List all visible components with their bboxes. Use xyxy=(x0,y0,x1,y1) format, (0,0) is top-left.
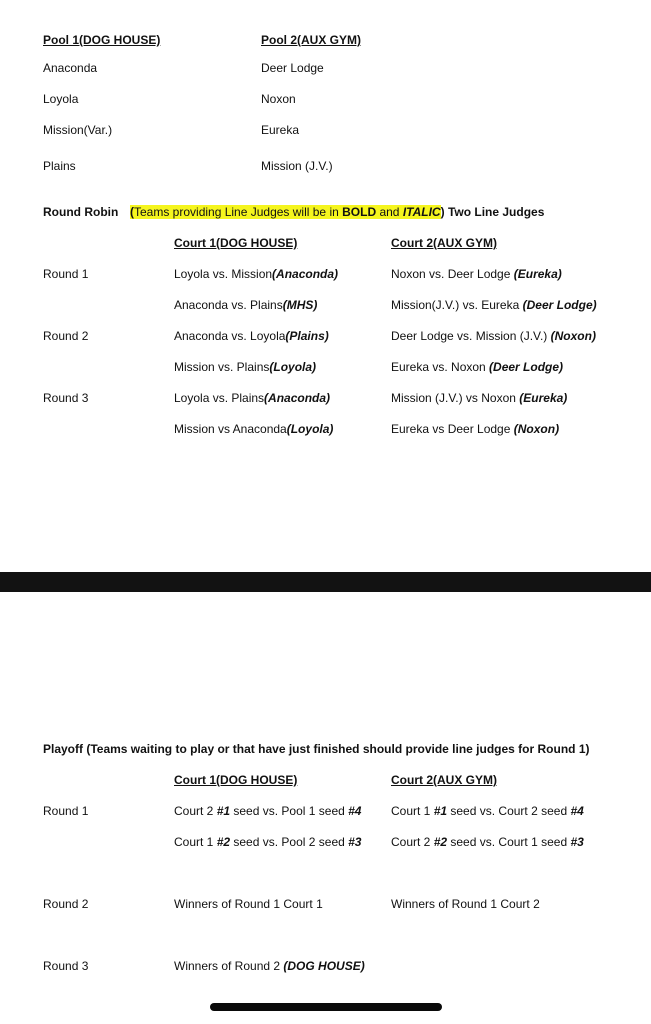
rr-round-label: Round 3 xyxy=(43,391,89,405)
po-r3-c1 xyxy=(174,959,365,973)
po-round-label: Round 3 xyxy=(43,959,89,973)
po-round-label: Round 1 xyxy=(43,804,89,818)
seed-text: Court 1 xyxy=(174,835,217,849)
pool1-team: Anaconda xyxy=(43,61,98,75)
seed-number: #1 xyxy=(433,804,448,818)
po-court1-heading: Court 1(DOG HOUSE) xyxy=(174,773,298,787)
rr-court1-game xyxy=(174,360,316,374)
note-highlight-text: Teams providing Line Judges will be in xyxy=(134,205,343,219)
playoff-heading: Playoff (Teams waiting to play or that have just finished should provide line judges for Round 1) xyxy=(43,742,590,756)
rr-court2-heading: Court 2(AUX GYM) xyxy=(391,236,497,250)
game-line-judge: (MHS) xyxy=(282,298,318,312)
pool2-heading: Pool 2(AUX GYM) xyxy=(261,33,362,47)
game-match: Anaconda vs. Loyola xyxy=(174,329,286,343)
game-match: Mission(J.V.) vs. Eureka xyxy=(391,298,523,312)
round-robin-label: Round Robin xyxy=(43,205,119,219)
seed-number: #4 xyxy=(348,804,362,818)
page-divider xyxy=(0,572,651,592)
seed-text: seed vs. Court 1 seed xyxy=(447,835,571,849)
seed-text: seed vs. Pool 1 seed xyxy=(230,804,349,818)
rr-court2-game xyxy=(391,360,563,374)
rr-court2-game xyxy=(391,298,597,312)
rr-round-label: Round 2 xyxy=(43,329,89,343)
game-match: Noxon vs. Deer Lodge xyxy=(391,267,514,281)
seed-text: seed vs. Pool 2 seed xyxy=(230,835,349,849)
note-and: and xyxy=(376,205,403,219)
game-line-judge: (Eureka) xyxy=(519,391,568,405)
game-line-judge: (Deer Lodge) xyxy=(489,360,564,374)
note-close-paren: ) xyxy=(440,205,445,219)
rr-court2-game xyxy=(391,267,562,281)
pool1-team: Mission(Var.) xyxy=(43,123,113,137)
game-line-judge: (Eureka) xyxy=(513,267,562,281)
rr-court2-game xyxy=(391,329,596,343)
game-match: Anaconda vs. Plains xyxy=(174,298,283,312)
note-tail: Two Line Judges xyxy=(444,205,545,219)
seed-text: Court 1 xyxy=(391,804,434,818)
home-indicator[interactable] xyxy=(210,1003,442,1011)
po-court2-heading: Court 2(AUX GYM) xyxy=(391,773,497,787)
po-r1-c2-match-b xyxy=(391,835,584,849)
note-bold-word: BOLD xyxy=(342,205,377,219)
pool2-team: Noxon xyxy=(261,92,296,106)
po-r1-c2-match-a xyxy=(391,804,584,818)
rr-court1-game xyxy=(174,267,338,281)
pool1-heading: Pool 1(DOG HOUSE) xyxy=(43,33,161,47)
seed-number: #4 xyxy=(570,804,584,818)
po-r2-c1: Winners of Round 1 Court 1 xyxy=(174,897,323,911)
game-match: Mission (J.V.) vs Noxon xyxy=(391,391,520,405)
final-venue: (DOG HOUSE) xyxy=(283,959,365,973)
game-line-judge: (Loyola) xyxy=(269,360,317,374)
pool2-team: Mission (J.V.) xyxy=(261,159,333,173)
rr-court1-game xyxy=(174,329,329,343)
seed-number: #1 xyxy=(216,804,231,818)
rr-court2-game xyxy=(391,422,559,436)
pool1-team: Plains xyxy=(43,159,76,173)
note-italic-word: ITALIC xyxy=(402,205,441,219)
line-judge-note xyxy=(130,205,544,219)
po-round-label: Round 2 xyxy=(43,897,89,911)
game-match: Mission vs Anaconda xyxy=(174,422,287,436)
game-line-judge: (Anaconda) xyxy=(272,267,339,281)
pool2-team: Deer Lodge xyxy=(261,61,324,75)
pool1-team: Loyola xyxy=(43,92,79,106)
game-match: Loyola vs. Plains xyxy=(174,391,265,405)
seed-number: #2 xyxy=(433,835,448,849)
seed-text: Court 2 xyxy=(174,804,217,818)
rr-court2-game xyxy=(391,391,567,405)
seed-text: Court 2 xyxy=(391,835,434,849)
seed-number: #3 xyxy=(348,835,362,849)
game-line-judge: (Loyola) xyxy=(286,422,334,436)
rr-court1-heading: Court 1(DOG HOUSE) xyxy=(174,236,298,250)
seed-text: seed vs. Court 2 seed xyxy=(447,804,571,818)
rr-round-label: Round 1 xyxy=(43,267,89,281)
rr-court1-game xyxy=(174,391,330,405)
game-line-judge: (Noxon) xyxy=(550,329,596,343)
game-match: Mission vs. Plains xyxy=(174,360,270,374)
rr-court1-game xyxy=(174,422,333,436)
game-match: Eureka vs Deer Lodge xyxy=(391,422,514,436)
pool2-team: Eureka xyxy=(261,123,300,137)
final-text: Winners of Round 2 xyxy=(174,959,284,973)
game-line-judge: (Plains) xyxy=(285,329,329,343)
game-match: Eureka vs. Noxon xyxy=(391,360,490,374)
game-line-judge: (Noxon) xyxy=(513,422,560,436)
seed-number: #3 xyxy=(570,835,584,849)
note-open-paren: ( xyxy=(130,205,134,219)
game-match: Loyola vs. Mission xyxy=(174,267,273,281)
game-match: Deer Lodge vs. Mission (J.V.) xyxy=(391,329,551,343)
game-line-judge: (Anaconda) xyxy=(264,391,331,405)
po-r2-c2: Winners of Round 1 Court 2 xyxy=(391,897,540,911)
seed-number: #2 xyxy=(216,835,231,849)
po-r1-c1-match-b xyxy=(174,835,361,849)
rr-court1-game xyxy=(174,298,317,312)
game-line-judge: (Deer Lodge) xyxy=(522,298,597,312)
po-r1-c1-match-a xyxy=(174,804,361,818)
